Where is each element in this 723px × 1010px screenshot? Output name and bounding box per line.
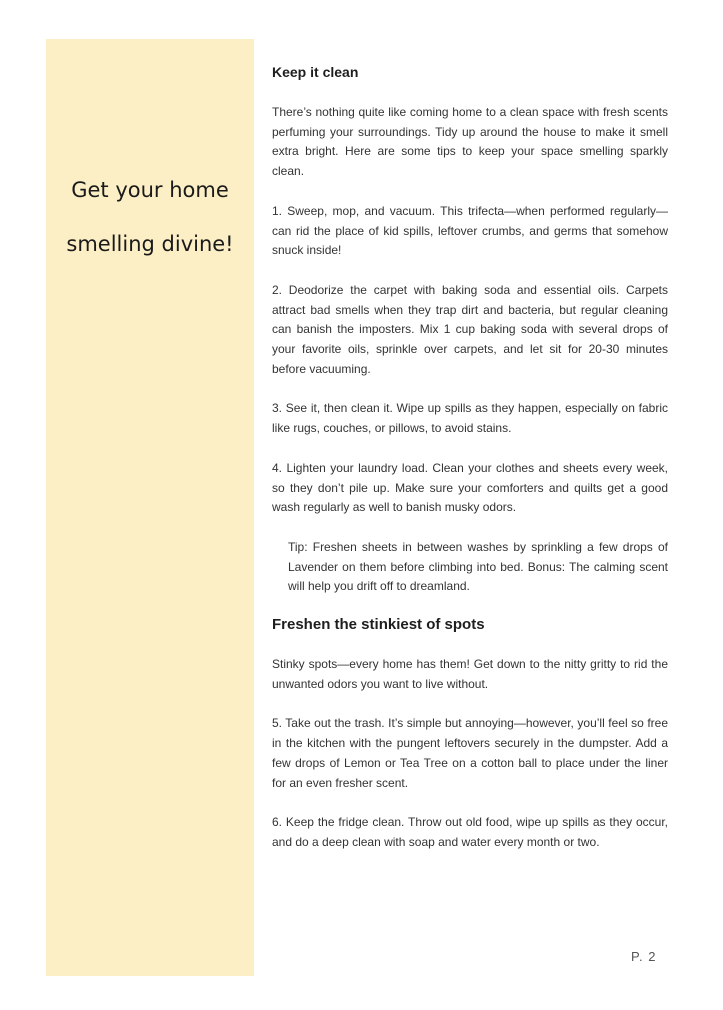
tip-note-lavender: Tip: Freshen sheets in between washes by sprinkling a few drops of Lavender on them before climbing into bed. Bonus: The calming scent will help you drift off to dreamland. <box>288 539 668 594</box>
tip-item-2: 2. Deodorize the carpet with baking soda and essential oils. Carpets attract bad smells when they trap dirt and bacteria, but regular cleaning can banish the imposters. Mix 1 cup baking soda with several drops of your favorite oils, sprinkle over carpets, and let sit for 20-30 minutes before vacuuming. <box>272 282 668 376</box>
article-content <box>272 62 668 853</box>
paragraph-intro: There’s nothing quite like coming home to a clean space with fresh scents perfuming your surroundings. Tidy up around the house to make it smell extra bright. Here are some tips to keep your space smelling sparkly clean. <box>272 105 668 179</box>
page-number: P. 2 <box>631 949 657 964</box>
tip-item-5: 5. Take out the trash. It’s simple but annoying—however, you’ll feel so free in the kitchen with the pungent leftovers securely in the dumpster. Add a few drops of Lemon or Tea Tree on a cotton ball to place under the liner for an even fresher scent. <box>272 716 668 790</box>
tip-item-6: 6. Keep the fridge clean. Throw out old food, wipe up spills as they occur, and do a deep clean with soap and water every month or two. <box>272 815 668 849</box>
sidebar-title-line-2: smelling divine! <box>66 232 234 256</box>
tip-item-3: 3. See it, then clean it. Wipe up spills as they happen, especially on fabric like rugs, couches, or pillows, to avoid stains. <box>272 401 668 436</box>
section-heading-keep-it-clean: Keep it clean <box>272 64 359 80</box>
sidebar-title <box>46 163 254 271</box>
tip-item-4: 4. Lighten your laundry load. Clean your clothes and sheets every week, so they don’t pile up. Make sure your comforters and quilts get a good wash regularly as well to banish musky odors. <box>272 460 668 515</box>
sidebar-title-line-1: Get your home <box>71 178 229 202</box>
section-heading-freshen-spots: Freshen the stinkiest of spots <box>272 616 485 634</box>
paragraph-stinky-spots: Stinky spots—every home has them! Get down to the nitty gritty to rid the unwanted odors you want to live without. <box>272 657 668 691</box>
tip-item-1: 1. Sweep, mop, and vacuum. This trifecta—when performed regularly—can rid the place of kid spills, leftover crumbs, and germs that somehow snuck inside! <box>272 203 668 258</box>
sidebar-panel <box>46 39 254 976</box>
